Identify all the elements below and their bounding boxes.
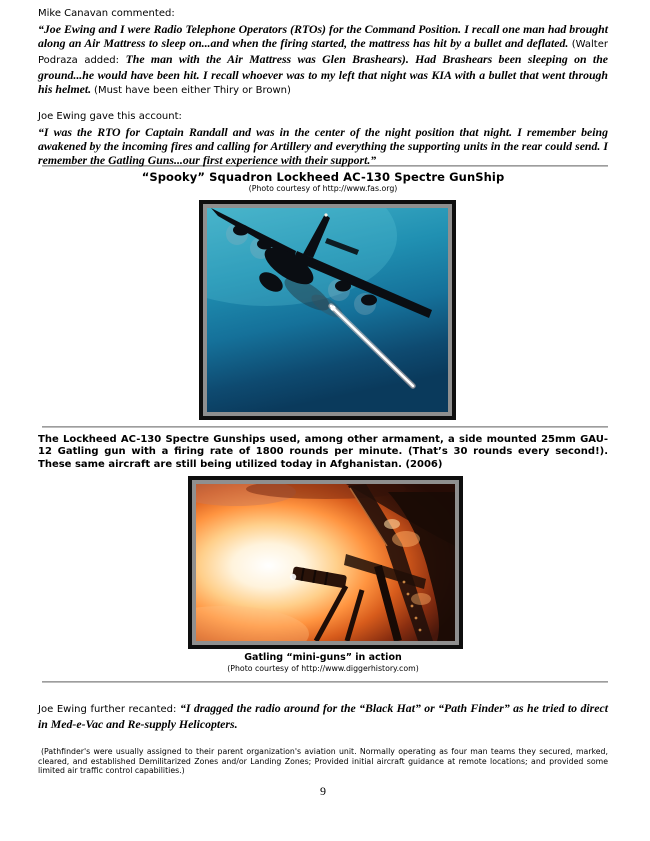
gunship-description: The Lockheed AC-130 Spectre Gunships used, among other armament, a side mounted 25mm GAU-12 Gatling gun with a firing rate of 1800 rounds per minute. (That’s 30 rounds every second!). These same aircraft are still being utilized today in Afghanistan. (2006)	[38, 434, 608, 470]
further-recanted-paragraph	[38, 701, 608, 731]
ac130-figure-title: “Spooky” Squadron Lockheed AC-130 Spectre GunShip	[141, 170, 505, 184]
canavan-quote-part2: The man with the Air Mattress was Glen Brashears). Had Brashears been sleeping on the ground...he would have been hit. I recall whoever was to my left that night was KIA with a bullet that went through his helmet.	[38, 52, 608, 96]
canavan-quote-paragraph	[38, 22, 608, 98]
ac130-photo-credit: (Photo courtesy of http://www.fas.org)	[248, 184, 398, 193]
page-number: 9	[320, 784, 326, 798]
gatling-photo-frame	[188, 476, 463, 649]
ac130-photo-frame	[199, 200, 456, 420]
ewing-intro: Joe Ewing gave this account:	[38, 111, 182, 122]
gatling-photo-credit: (Photo courtesy of http://www.diggerhistory.com)	[227, 663, 419, 673]
ac130-photo-inner-frame	[203, 204, 452, 416]
canavan-quote-part1: “Joe Ewing and I were Radio Telephone Operators (RTOs) for the Command Position. I recall one man had brought along an Air Mattress to sleep on...and when the firing started, the mattress has hit by a bullet and deflated.	[38, 22, 608, 50]
canavan-intro: Mike Canavan commented:	[38, 8, 175, 19]
ac130-photo-image	[207, 208, 448, 412]
ewing-quote-paragraph: “I was the RTO for Captain Randall and was in the center of the night position that night. I remember being awakened by the incoming fires and calling for Artillery and everything the supporting units in the rear could send. I remember the Gatling Guns...our first experience with their support.”	[38, 125, 608, 167]
gatling-photo-image	[196, 484, 455, 641]
section-divider-middle	[42, 426, 608, 428]
podraza-paren: (Walter Podraza added:	[38, 39, 608, 66]
further-recanted-intro: Joe Ewing further recanted:	[38, 703, 180, 715]
gatling-figure-caption: Gatling “mini-guns” in action	[244, 651, 402, 663]
further-recanted-quote: “I dragged the radio around for the “Black Hat” or “Path Finder” as he tried to direct in Med-e-Vac and Re-supply Helicopters.	[38, 700, 608, 731]
canavan-note: (Must have been either Thiry or Brown)	[94, 85, 291, 96]
gatling-photo-inner-frame	[192, 480, 459, 645]
section-divider-bottom	[42, 681, 608, 683]
pathfinder-footnote: (Pathfinder's were usually assigned to their parent organization's aviation unit. Normally operating as four man teams they secured, marked, cleared, and established Demilitarized Zones and/or Landing Zones; Provided initial aircraft guidance at remote locations; and provided some limited air traffic control capabilities.)	[38, 746, 608, 776]
